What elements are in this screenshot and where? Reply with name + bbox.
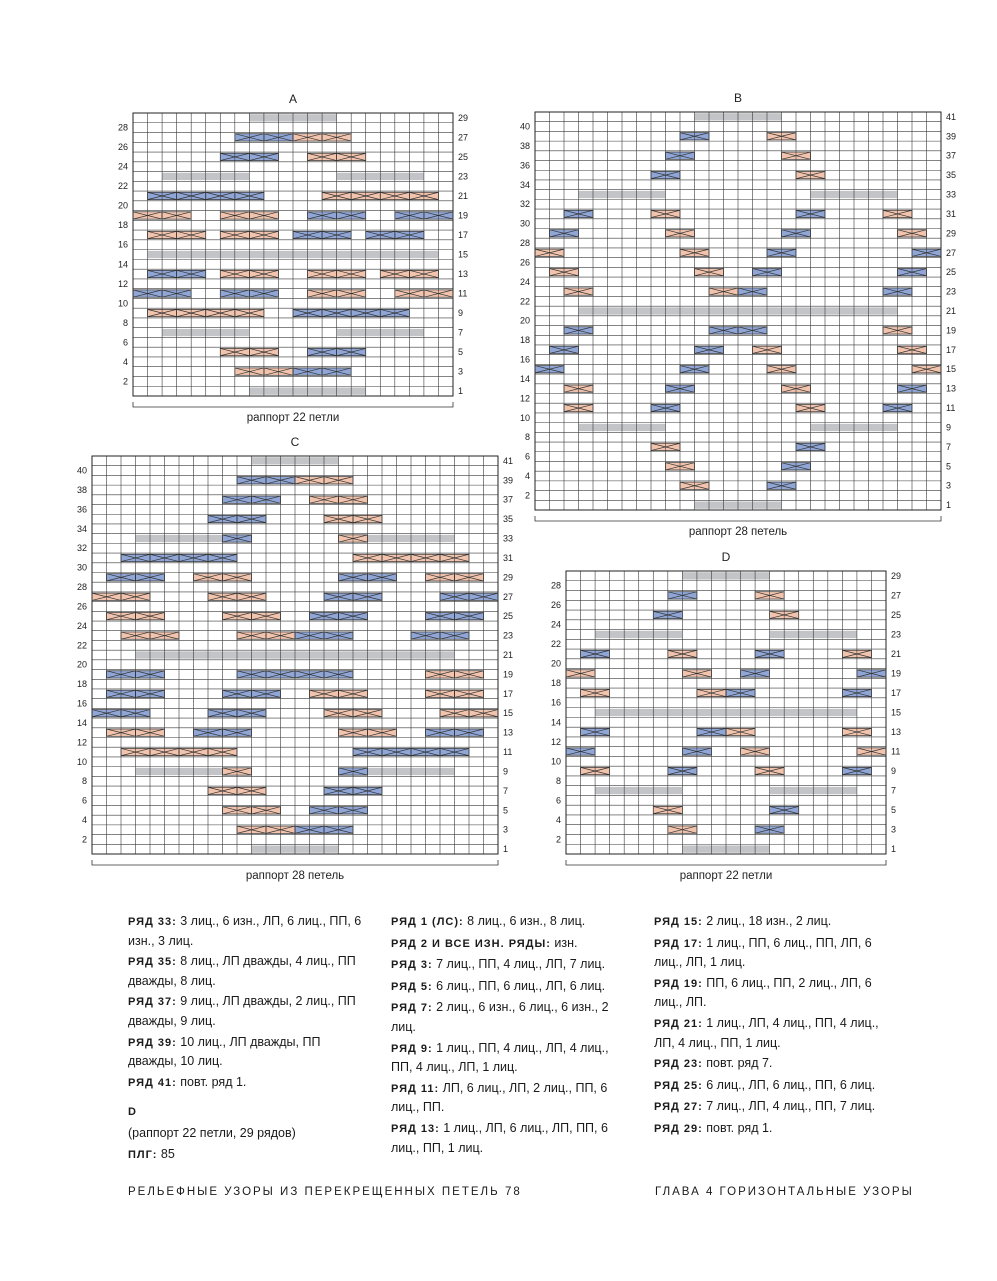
row-number-label: 36 xyxy=(519,160,530,171)
row-number-label: 22 xyxy=(76,640,87,651)
row-number-label: 29 xyxy=(458,112,469,123)
row-number-label: 17 xyxy=(458,229,469,240)
row-number-label: 18 xyxy=(550,678,561,689)
pattern-d-plg: ПЛГ: 85 xyxy=(128,1146,175,1161)
row-number-label: 14 xyxy=(519,373,530,384)
row-number-label: 5 xyxy=(503,805,509,816)
row-number-label: 4 xyxy=(555,814,561,825)
row-number-label: 40 xyxy=(76,465,87,476)
row-number-label: 25 xyxy=(458,151,469,162)
row-number-label: 1 xyxy=(946,500,952,511)
row-number-label: 13 xyxy=(891,727,902,738)
row-number-label: 28 xyxy=(550,580,561,591)
chart-title: B xyxy=(733,91,743,105)
row-number-label: 6 xyxy=(122,337,128,348)
row-instruction: РЯД 35: 8 лиц., ЛП дважды, 4 лиц., ПП дважды, 8 лиц. xyxy=(128,954,356,988)
row-number-label: 7 xyxy=(503,785,509,796)
row-number-label: 17 xyxy=(503,688,514,699)
row-instruction: РЯД 37: 9 лиц., ЛП дважды, 2 лиц., ПП дважды, 9 лиц. xyxy=(128,994,356,1028)
row-instruction: РЯД 11: ЛП, 6 лиц., ЛП, 2 лиц., ПП, 6 лиц., ПП. xyxy=(391,1080,608,1115)
page-number: 78 xyxy=(505,1186,522,1198)
row-number-label: 2 xyxy=(524,490,530,501)
row-number-label: 24 xyxy=(117,161,128,172)
row-number-label: 38 xyxy=(76,484,87,495)
row-number-label: 10 xyxy=(76,756,87,767)
row-number-label: 20 xyxy=(117,200,128,211)
row-number-label: 17 xyxy=(891,687,902,698)
pattern-d-repeat: (раппорт 22 петли, 29 рядов) xyxy=(128,1125,296,1140)
row-number-label: 12 xyxy=(519,393,530,404)
repeat-bracket xyxy=(92,860,498,865)
row-number-label: 37 xyxy=(946,150,957,161)
row-number-label: 4 xyxy=(122,356,128,367)
row-number-label: 8 xyxy=(81,776,87,787)
row-instruction: РЯД 19: ПП, 6 лиц., ПП, 2 лиц., ЛП, 6 лиц., ЛП. xyxy=(654,975,872,1010)
row-number-label: 2 xyxy=(555,834,561,845)
row-number-label: 3 xyxy=(503,824,509,835)
repeat-label: раппорт 28 петель xyxy=(688,526,788,538)
row-number-label: 23 xyxy=(458,171,469,182)
row-number-label: 14 xyxy=(76,717,87,728)
row-number-label: 8 xyxy=(555,775,561,786)
row-instruction: РЯД 41: повт. ряд 1. xyxy=(128,1074,247,1089)
row-number-label: 29 xyxy=(891,570,902,581)
row-number-label: 13 xyxy=(503,727,514,738)
row-number-label: 3 xyxy=(946,480,952,491)
row-number-label: 15 xyxy=(891,707,902,718)
row-number-label: 21 xyxy=(891,648,902,659)
row-number-label: 3 xyxy=(891,824,897,835)
row-instruction: РЯД 2 И ВСЕ ИЗН. РЯДЫ: изн. xyxy=(391,935,578,950)
row-number-label: 12 xyxy=(76,737,87,748)
row-number-label: 11 xyxy=(503,747,513,758)
row-number-label: 12 xyxy=(117,278,128,289)
row-number-label: 23 xyxy=(891,629,902,640)
row-number-label: 1 xyxy=(458,386,464,397)
row-number-label: 10 xyxy=(550,756,561,767)
row-number-label: 23 xyxy=(503,630,514,641)
row-number-label: 6 xyxy=(81,795,87,806)
row-number-label: 24 xyxy=(550,619,561,630)
chart-title: A xyxy=(288,92,298,106)
row-number-label: 15 xyxy=(503,708,514,719)
row-instruction: РЯД 21: 1 лиц., ЛП, 4 лиц., ПП, 4 лиц., ЛП, 4 лиц., ПП, 1 лиц. xyxy=(654,1015,879,1050)
row-number-label: 40 xyxy=(519,121,530,132)
repeat-label: раппорт 22 петли xyxy=(679,870,773,882)
instructions-column-3 xyxy=(654,912,890,1141)
row-number-label: 16 xyxy=(117,239,128,250)
row-number-label: 26 xyxy=(117,142,128,153)
knitting-chart-d xyxy=(551,550,901,882)
chart-title: C xyxy=(290,435,300,449)
row-number-label: 22 xyxy=(519,296,530,307)
row-number-label: 31 xyxy=(503,552,514,563)
row-number-label: 28 xyxy=(117,122,128,133)
row-number-label: 41 xyxy=(946,111,957,122)
row-number-label: 39 xyxy=(946,131,957,142)
row-number-label: 7 xyxy=(458,327,464,338)
row-number-label: 13 xyxy=(946,383,957,394)
row-number-label: 9 xyxy=(946,422,952,433)
row-number-label: 26 xyxy=(519,257,530,268)
row-number-label: 30 xyxy=(519,218,530,229)
row-number-label: 9 xyxy=(458,308,464,319)
row-number-label: 34 xyxy=(519,179,530,190)
row-number-label: 18 xyxy=(519,335,530,346)
row-number-label: 24 xyxy=(519,276,530,287)
row-number-label: 14 xyxy=(550,717,561,728)
row-number-label: 8 xyxy=(524,432,530,443)
row-number-label: 6 xyxy=(524,451,530,462)
row-number-label: 37 xyxy=(503,494,514,505)
row-number-label: 20 xyxy=(76,659,87,670)
row-number-label: 16 xyxy=(550,697,561,708)
row-number-label: 23 xyxy=(946,286,957,297)
row-number-label: 27 xyxy=(503,591,514,602)
row-number-label: 20 xyxy=(550,658,561,669)
knitting-chart-c xyxy=(77,435,513,882)
row-number-label: 7 xyxy=(891,785,897,796)
row-instruction: РЯД 5: 6 лиц., ПП, 6 лиц., ЛП, 6 лиц. xyxy=(391,978,606,993)
row-number-label: 29 xyxy=(946,228,957,239)
row-number-label: 4 xyxy=(81,815,87,826)
row-number-label: 16 xyxy=(76,698,87,709)
row-number-label: 1 xyxy=(891,844,897,855)
row-instruction: РЯД 23: повт. ряд 7. xyxy=(654,1056,773,1071)
repeat-label: раппорт 22 петли xyxy=(246,412,340,424)
instructions-column-1 xyxy=(128,912,368,1166)
row-number-label: 22 xyxy=(117,181,128,192)
row-number-label: 18 xyxy=(76,679,87,690)
row-number-label: 26 xyxy=(76,601,87,612)
row-number-label: 5 xyxy=(891,805,897,816)
row-instruction: РЯД 3: 7 лиц., ПП, 4 лиц., ЛП, 7 лиц. xyxy=(391,957,606,972)
row-number-label: 11 xyxy=(458,288,468,299)
repeat-bracket xyxy=(133,402,453,407)
row-number-label: 34 xyxy=(76,523,87,534)
row-number-label: 12 xyxy=(550,736,561,747)
row-number-label: 15 xyxy=(458,249,469,260)
row-number-label: 32 xyxy=(76,543,87,554)
row-number-label: 5 xyxy=(458,347,464,358)
row-number-label: 28 xyxy=(519,238,530,249)
repeat-bracket xyxy=(566,860,886,865)
row-instruction: РЯД 13: 1 лиц., ЛП, 6 лиц., ЛП, ПП, 6 лиц., ПП, 1 лиц. xyxy=(391,1120,608,1155)
row-number-label: 29 xyxy=(503,572,514,583)
row-number-label: 19 xyxy=(503,669,514,680)
row-number-label: 27 xyxy=(458,132,469,143)
row-number-label: 19 xyxy=(891,668,902,679)
row-number-label: 18 xyxy=(117,220,128,231)
row-number-label: 25 xyxy=(503,611,514,622)
footer-left: РЕЛЬЕФНЫЕ УЗОРЫ ИЗ ПЕРЕКРЕЩЕННЫХ ПЕТЕЛЬ xyxy=(128,1186,500,1198)
repeat-bracket xyxy=(535,516,941,521)
row-number-label: 6 xyxy=(555,795,561,806)
row-number-label: 9 xyxy=(503,766,509,777)
row-number-label: 26 xyxy=(550,600,561,611)
row-number-label: 38 xyxy=(519,140,530,151)
row-number-label: 5 xyxy=(946,461,952,472)
row-number-label: 32 xyxy=(519,199,530,210)
footer-right: ГЛАВА 4 ГОРИЗОНТАЛЬНЫЕ УЗОРЫ xyxy=(655,1186,914,1198)
row-number-label: 21 xyxy=(503,650,514,660)
row-number-label: 33 xyxy=(946,189,957,200)
row-instruction: РЯД 9: 1 лиц., ПП, 4 лиц., ЛП, 4 лиц., ПП, 4 лиц., ЛП, 1 лиц. xyxy=(391,1040,609,1075)
row-number-label: 28 xyxy=(76,582,87,593)
instructions-column-2 xyxy=(391,912,617,1159)
row-number-label: 19 xyxy=(946,325,957,336)
row-number-label: 3 xyxy=(458,366,464,377)
row-number-label: 25 xyxy=(946,267,957,278)
row-instruction: РЯД 7: 2 лиц., 6 изн., 6 лиц., 6 изн., 2 лиц. xyxy=(391,1000,609,1034)
row-instruction: РЯД 39: 10 лиц., ЛП дважды, ПП дважды, 10 лиц. xyxy=(128,1034,321,1069)
row-number-label: 13 xyxy=(458,269,469,280)
row-number-label: 39 xyxy=(503,475,514,486)
row-instruction: РЯД 1 (ЛС): 8 лиц., 6 изн., 8 лиц. xyxy=(391,914,586,928)
row-number-label: 19 xyxy=(458,210,469,221)
row-number-label: 14 xyxy=(117,259,128,270)
repeat-label: раппорт 28 петель xyxy=(245,870,345,882)
pattern-d-heading: D xyxy=(128,1106,137,1119)
row-number-label: 31 xyxy=(946,208,957,219)
row-number-label: 33 xyxy=(503,533,514,544)
row-instruction: РЯД 29: повт. ряд 1. xyxy=(654,1120,773,1135)
knitting-chart-b xyxy=(520,91,956,538)
row-number-label: 27 xyxy=(946,247,957,258)
row-number-label: 8 xyxy=(122,317,128,328)
row-instruction: РЯД 25: 6 лиц., ЛП, 6 лиц., ПП, 6 лиц. xyxy=(654,1077,876,1092)
row-number-label: 35 xyxy=(946,170,957,181)
row-number-label: 25 xyxy=(891,609,902,620)
row-number-label: 21 xyxy=(458,190,469,201)
chart-title: D xyxy=(721,550,731,564)
row-number-label: 9 xyxy=(891,766,897,777)
row-number-label: 4 xyxy=(524,471,530,482)
row-number-label: 1 xyxy=(503,844,509,855)
row-instruction: РЯД 27: 7 лиц., ЛП, 4 лиц., ПП, 7 лиц. xyxy=(654,1099,876,1114)
row-number-label: 7 xyxy=(946,441,952,452)
row-number-label: 2 xyxy=(81,834,87,845)
row-instruction: РЯД 33: 3 лиц., 6 изн., ЛП, 6 лиц., ПП, 6 изн., 3 лиц. xyxy=(128,914,362,948)
row-number-label: 2 xyxy=(122,376,128,387)
row-number-label: 11 xyxy=(946,403,956,414)
knitting-chart-a xyxy=(118,92,468,424)
row-number-label: 17 xyxy=(946,344,957,355)
row-instruction: РЯД 17: 1 лиц., ПП, 6 лиц., ПП, ЛП, 6 лиц., ЛП, 1 лиц. xyxy=(654,935,872,970)
row-number-label: 30 xyxy=(76,562,87,573)
row-number-label: 21 xyxy=(946,306,957,316)
row-number-label: 36 xyxy=(76,504,87,515)
row-number-label: 10 xyxy=(117,298,128,309)
row-instruction: РЯД 15: 2 лиц., 18 изн., 2 лиц. xyxy=(654,914,832,928)
row-number-label: 20 xyxy=(519,315,530,326)
row-number-label: 15 xyxy=(946,364,957,375)
row-number-label: 22 xyxy=(550,639,561,650)
row-number-label: 41 xyxy=(503,455,514,466)
row-number-label: 16 xyxy=(519,354,530,365)
row-number-label: 27 xyxy=(891,590,902,601)
row-number-label: 24 xyxy=(76,620,87,631)
row-number-label: 11 xyxy=(891,746,901,757)
row-number-label: 10 xyxy=(519,412,530,423)
row-number-label: 35 xyxy=(503,514,514,525)
